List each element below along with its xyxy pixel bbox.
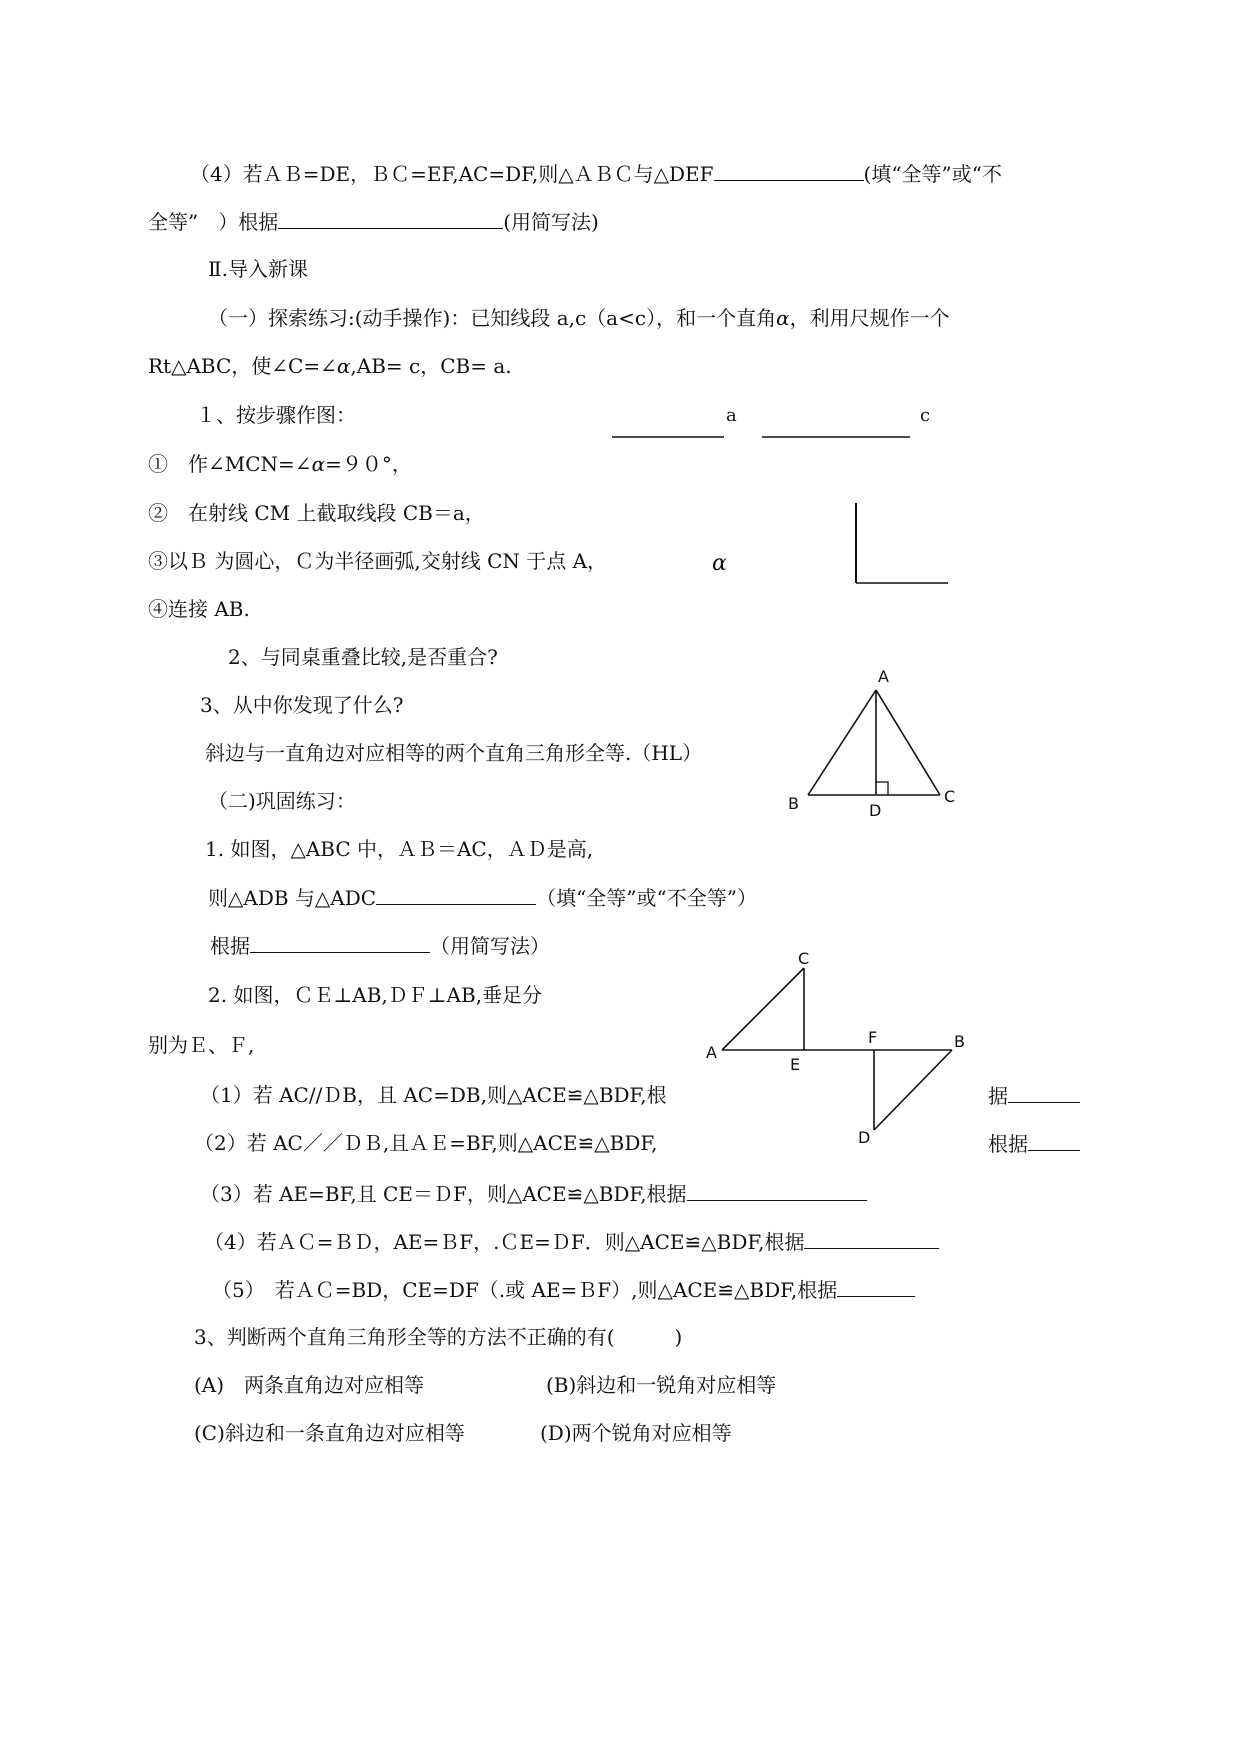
q4-hint: (用简写法): [503, 210, 599, 234]
tri1-label-a: A: [878, 667, 889, 686]
rt-text-2: ,AB= c，CB= a.: [350, 354, 512, 378]
sub-q2: （2）若 AC／／ＤＢ,且ＡＥ=BF,则△ACE≌△BDF,: [194, 1131, 658, 1155]
sub-q4-text: （4）若ＡＣ=ＢＤ，AE=ＢF，.ＣE=ＤF．则△ACE≌△BDF,根据: [204, 1230, 805, 1254]
segment-c-label: c: [920, 405, 931, 426]
practice-2-line-2: 别为Ｅ、Ｆ,: [148, 1033, 255, 1057]
option-b[interactable]: (B)斜边和一锐角对应相等: [546, 1373, 777, 1397]
hl-theorem: 斜边与一直角边对应相等的两个直角三角形全等.（HL）: [205, 741, 703, 765]
compare-line: 2、与同桌重叠比较,是否重合?: [228, 645, 498, 669]
tri2-label-d: D: [858, 1128, 871, 1147]
segment-a-label: a: [726, 405, 737, 426]
option-a[interactable]: (A) 两条直角边对应相等: [194, 1373, 425, 1397]
tri2-label-f: F: [868, 1028, 878, 1047]
tri2-label-c: C: [798, 949, 810, 968]
triangle-ace-bdf-figure: [706, 949, 965, 1147]
q4-text: （4）若ＡＢ=DE，ＢＣ=EF,AC=DF,则△ＡＢＣ与△DEF: [190, 162, 714, 186]
step-3: ③以Ｂ 为圆心，Ｃ为半径画弧,交射线 CN 于点 A，: [148, 549, 608, 573]
right-angle-figure: [712, 503, 948, 583]
discover-line: 3、从中你发现了什么?: [200, 693, 404, 717]
tri2-label-e: E: [790, 1055, 801, 1074]
step-2: ② 在射线 CM 上截取线段 CB＝a，: [148, 501, 485, 525]
alpha-symbol-3: α: [311, 452, 326, 476]
sub-q3-text: （3）若 AE=BF,且 CE＝ＤF，则△ACE≌△BDF,根据: [200, 1182, 687, 1206]
explore-text-2: ，利用尺规作一个: [789, 306, 950, 330]
triangle-abc-figure: [788, 667, 955, 820]
tri2-label-b: B: [954, 1032, 965, 1051]
rt-text: Rt△ABC，使∠C=∠: [148, 354, 337, 378]
basis-label: 根据: [210, 934, 250, 958]
judge-question: 3、判断两个直角三角形全等的方法不正确的有( ): [194, 1325, 683, 1349]
option-c[interactable]: (C)斜边和一条直角边对应相等: [194, 1421, 465, 1445]
practice-1: 1. 如图，△ABC 中，ＡＢ＝AC，ＡＤ是高,: [205, 837, 594, 861]
segment-a-figure: [612, 405, 737, 437]
step-1-text-2: =９０°，: [325, 452, 412, 476]
practice-1-hint: （填“全等”或“不全等”）: [536, 886, 757, 910]
tri1-label-c: C: [944, 787, 956, 806]
alpha-symbol-2: α: [336, 354, 351, 378]
explore-text: （一）探索练习:(动手操作)：已知线段 a,c（a<c），和一个直角: [208, 306, 777, 330]
sub-q2-label: 根据: [988, 1132, 1028, 1156]
sub-q1-label: 据: [988, 1084, 1008, 1108]
step-heading: １、按步骤作图：: [196, 403, 356, 427]
practice-1-hint-2: （用简写法）: [430, 934, 550, 958]
practice-2: 2. 如图，ＣＥ⊥AB,ＤＦ⊥AB,垂足分: [208, 983, 543, 1007]
section-heading: Ⅱ.导入新课: [208, 257, 308, 281]
option-d[interactable]: (D)两个锐角对应相等: [540, 1421, 732, 1445]
sub-q5-text: （5） 若ＡＣ=BD，CE=DF（.或 AE=ＢF）,则△ACE≌△BDF,根据: [212, 1278, 838, 1302]
q4-basis-label: 全等” ）根据: [148, 210, 279, 234]
step-4: ④连接 AB.: [148, 597, 250, 621]
tri1-label-d: D: [869, 801, 882, 820]
segment-c-figure: [762, 405, 930, 437]
q4-text-2: (填“全等”或“不: [863, 162, 1003, 186]
tri2-label-a: A: [706, 1043, 717, 1062]
sub-q1: （1）若 AC//ＤB，且 AC=DB,则△ACE≌△BDF,根: [200, 1083, 667, 1107]
tri1-label-b: B: [788, 794, 799, 813]
angle-alpha-label: α: [712, 551, 727, 576]
practice-heading: （二)巩固练习：: [208, 789, 356, 813]
practice-1-text: 则△ADB 与△ADC: [208, 886, 377, 910]
alpha-symbol: α: [776, 306, 790, 330]
step-1-text: ① 作∠MCN=∠: [148, 452, 312, 476]
